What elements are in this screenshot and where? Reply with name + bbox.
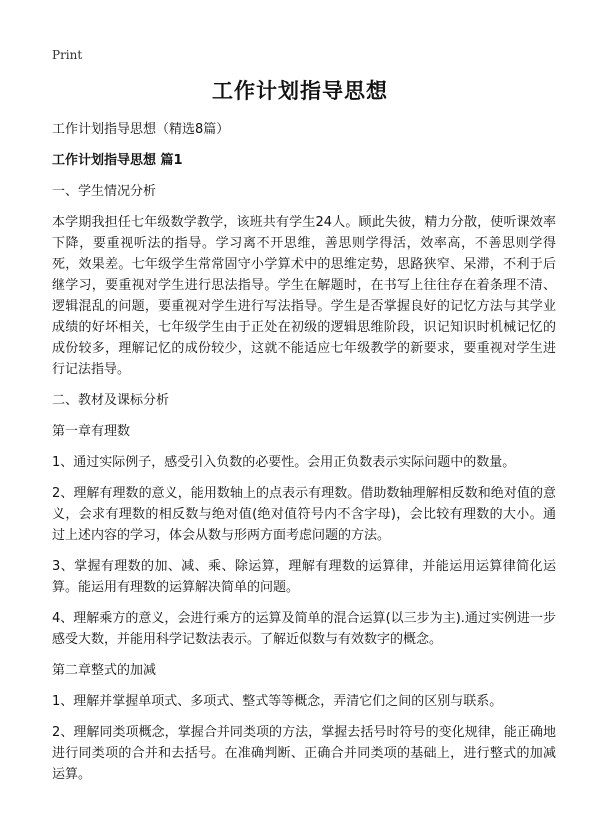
list-item: 1、通过实际例子，感受引入负数的必要性。会用正负数表示实际问题中的数量。 [52,455,516,470]
list-item: 2、理解有理数的意义，能用数轴上的点表示有理数。借助数轴理解相反数和绝对值的意义，会求有理数的相反数与绝对值(绝对值符号内不含字母)，会比较有理数的大小。通过上述内容的学习，体会从数与形两方面考虑问题的方法。 [52,486,556,543]
list-item: 4、理解乘方的意义，会进行乘方的运算及简单的混合运算(以三步为主).通过实例进一步感受大数，并能用科学记数法表示。了解近似数与有效数字的概念。 [52,611,556,647]
paragraph-student-analysis: 本学期我担任七年级数学教学，该班共有学生24人。顾此失彼，精力分散，使听课效率下降，要重视听法的指导。学习离不开思维，善思则学得活，效率高，不善思则学得死，效果差。七年级学生常常固守小学算术中的思维定势，思路狭窄、呆滞，不利于后继学习，要重视对学生进行思法指导。学生在解题时，在书写上往往存在着条理不清、逻辑混乱的问题，要重视对学生进行写法指导。学生是否掌握良好的记忆方法与其学业成绩的好坏相关，七年级学生由于正处在初级的逻辑思维阶段，识记知识时机械记忆的成份较多，理解记忆的成份较少，这就不能适应七年级教学的新要求，要重视对学生进行记法指导。 [52,215,556,377]
list-item: 1、理解并掌握单项式、多项式、整式等等概念，弄清它们之间的区别与联系。 [52,694,503,709]
chapter-heading-1: 第一章有理数 [52,424,131,439]
page-title: 工作计划指导思想 [212,79,388,103]
subheading-curriculum-analysis: 二、教材及课标分析 [52,393,170,408]
article-body [52,119,556,795]
subtitle: 工作计划指导思想（精选8篇） [52,122,230,137]
list-item: 3、掌握有理数的加、减、乘、除运算，理解有理数的运算律，并能运用运算律简化运算。能运用有理数的运算解决简单的问题。 [52,559,556,595]
list-item: 2、理解同类项概念，掌握合并同类项的方法，掌握去括号时符号的变化规律，能正确地进行同类项的合并和去括号。在准确判断、正确合并同类项的基础上，进行整式的加减运算。 [52,725,556,782]
chapter-heading-2: 第二章整式的加减 [52,663,157,678]
subheading-student-analysis: 一、学生情况分析 [52,184,157,199]
print-link[interactable]: Print [52,48,83,62]
section-heading: 工作计划指导思想 篇1 [52,153,183,168]
